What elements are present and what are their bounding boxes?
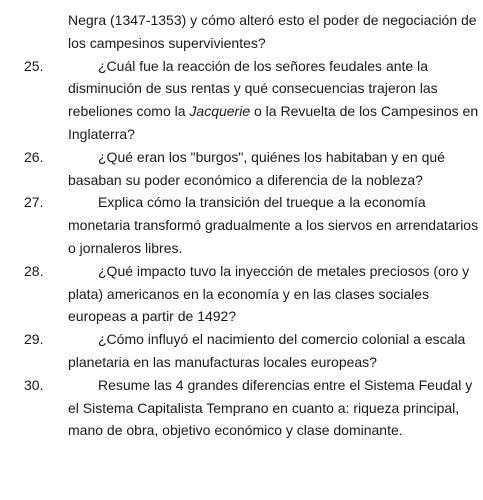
text-line: ¿Qué eran los "burgos", quiénes los habitaban y en qué (98, 148, 445, 165)
question-number: 30. (24, 376, 44, 393)
text-line: o jornaleros libres. (68, 239, 183, 256)
text-line: el Sistema Capitalista Temprano en cuanto a: riqueza principal, (68, 399, 460, 416)
text-line: monetaria transformó gradualmente a los siervos en arrendatarios (68, 217, 479, 234)
text-line: europeas a partir de 1492? (68, 308, 237, 325)
text-line: ¿Cuál fue la reacción de los señores feudales ante la (98, 57, 428, 74)
text-segment: o la Revuelta de los Campesinos en (250, 103, 479, 120)
text-line: ¿Qué impacto tuvo la inyección de metales preciosos (oro y (98, 262, 470, 279)
text-line: los campesinos supervivientes? (68, 34, 266, 51)
text-line: Resume las 4 grandes diferencias entre el Sistema Feudal y (98, 376, 473, 393)
text-line: Explica cómo la transición del trueque a la economía (98, 194, 426, 211)
text-line: mano de obra, objetivo económico y clase dominante. (68, 422, 403, 439)
text-line: ¿Cómo influyó el nacimiento del comercio colonial a escala (98, 331, 466, 348)
question-29 (24, 328, 473, 374)
text-line: Negra (1347-1353) y cómo alteró esto el poder de negociación de (68, 12, 477, 28)
question-number: 25. (24, 57, 44, 74)
question-number: 26. (24, 148, 44, 165)
text-line: plata) americanos en la economía y en las clases sociales (68, 285, 430, 302)
text-line: planetaria en las manufacturas locales europeas? (68, 353, 377, 370)
emphasized-term: Jacquerie (189, 103, 251, 120)
text-line: disminución de sus rentas y qué consecuencias trajeron las (68, 80, 438, 97)
question-number: 29. (24, 331, 44, 348)
question-30 (24, 374, 473, 442)
text-line: basaban su poder económico a diferencia de la nobleza? (68, 171, 423, 188)
question-28 (24, 260, 473, 328)
text-line-with-emphasis (68, 100, 479, 123)
question-27 (24, 191, 479, 259)
text-segment: rebeliones como la (68, 103, 190, 120)
question-number: 28. (24, 262, 44, 279)
question-26 (24, 146, 473, 192)
text-line: Inglaterra? (68, 125, 135, 142)
question-25 (24, 55, 479, 146)
question-number: 27. (24, 194, 44, 211)
continuation-text (68, 9, 477, 55)
